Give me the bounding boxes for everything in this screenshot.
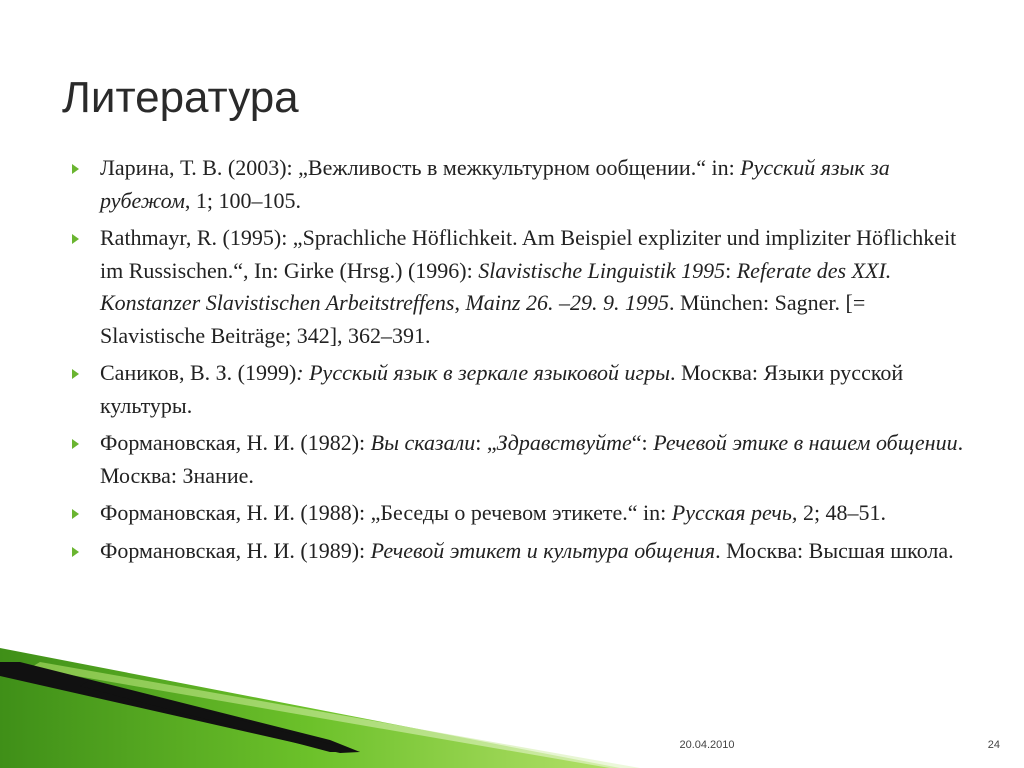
slide-title: Литература: [62, 73, 299, 122]
bullet-arrow-icon: [72, 509, 79, 519]
reference-item: [72, 357, 972, 422]
reference-title-italic: Slavistische Linguistik 1995: [478, 257, 726, 283]
reference-title-italic: : Русскый язык в зеркале языковой игры: [296, 360, 670, 385]
reference-text: : „: [475, 430, 497, 455]
reference-title-italic: Здравствуйте: [496, 430, 632, 455]
reference-text: Ларина, Т. В. (2003): „Вежливость в межкультурном ообщении.“ in:: [100, 155, 741, 180]
reference-text: Формановская, Н. И. (1988): „Беседы о речевом этикете.“ in:: [100, 500, 672, 525]
bullet-arrow-icon: [72, 547, 79, 557]
reference-text: 2; 48–51.: [797, 500, 887, 525]
reference-text: . München: Sagner. [= Slavistische Beiträge; 342], 362–391.: [100, 290, 866, 348]
reference-item: [72, 497, 972, 530]
reference-item: [72, 152, 972, 217]
reference-title-italic: Referate des XXI. Konstanzer Slavistischen Arbeitstreffens: [100, 257, 892, 315]
reference-title-italic: Русский язык за рубежом: [100, 155, 890, 213]
bullet-arrow-icon: [72, 164, 79, 174]
reference-text: . Москва: Знание.: [100, 430, 964, 488]
reference-text: Формановская, Н. И. (1982):: [100, 430, 371, 455]
reference-title-italic: Mainz 26. –29. 9. 1995: [465, 290, 669, 315]
footer-date: 20.04.2010: [679, 739, 735, 751]
reference-text: :: [725, 257, 737, 283]
reference-text: , 1; 100–105.: [184, 187, 301, 213]
reference-item: [72, 222, 972, 352]
reference-title-italic: Русская речь,: [671, 500, 798, 525]
reference-text: “:: [631, 430, 654, 455]
reference-text: Саников, В. З. (1999): [100, 360, 297, 385]
reference-text: Формановская, Н. И. (1989):: [100, 537, 371, 563]
bullet-arrow-icon: [72, 369, 79, 379]
reference-list: [72, 152, 972, 572]
reference-text: ,: [454, 290, 466, 315]
reference-item: [72, 535, 972, 568]
reference-text: Rathmayr, R. (1995): „Sprachliche Höflichkeit. Am Beispiel expliziter und impliziter Höflichkeit im Russischen.“, In: Girke (Hrsg.) (1996):: [100, 225, 957, 283]
bullet-arrow-icon: [72, 439, 79, 449]
bullet-arrow-icon: [72, 234, 79, 244]
reference-item: [72, 427, 972, 492]
reference-text: . Москва: Высшая школа.: [715, 537, 954, 563]
reference-title-italic: Речевой этикет и культура общения: [370, 537, 716, 563]
page-number: 24: [987, 739, 1000, 751]
reference-text: . Москва: Языки русской культуры.: [100, 360, 904, 418]
reference-title-italic: Вы сказали: [370, 430, 476, 455]
reference-title-italic: Речевой этике в нашем общении: [653, 430, 958, 455]
